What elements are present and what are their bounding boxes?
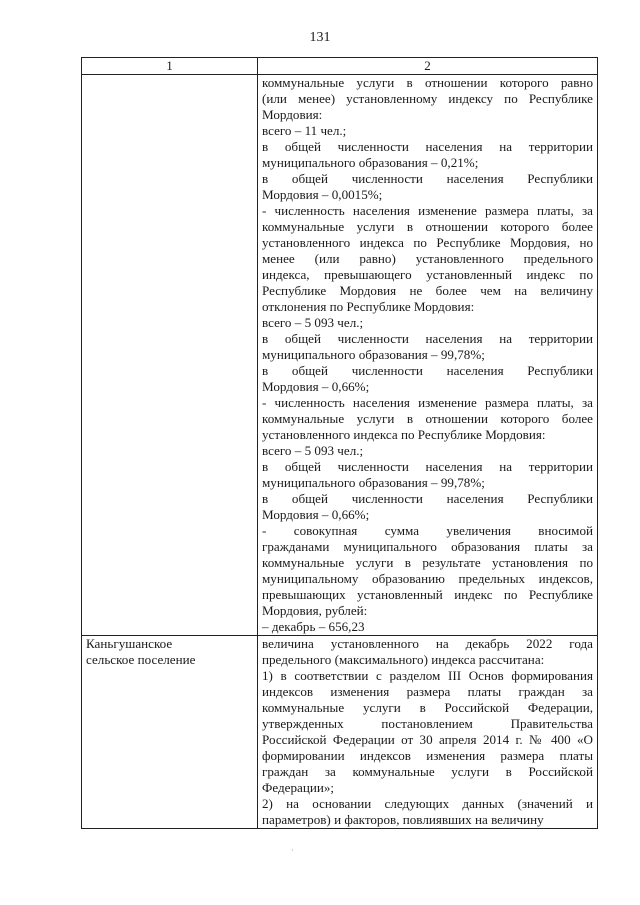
text-line: Российской Федерации от 30 апреля 2014 г. № 400 «О (262, 732, 593, 747)
text-line: - численность населения изменение размера платы, за (262, 203, 593, 218)
text-line: отклонения по Республике Мордовия: (262, 299, 475, 314)
page-number: 131 (309, 30, 331, 45)
text-line: установленного индекса по Республике Мордовия, но (262, 235, 593, 250)
text-line: параметров) и факторов, повлиявших на величину (262, 812, 544, 827)
row-2-name-line-1: Каньгушанское (86, 636, 173, 651)
text-line: коммунальные услуги в отношении которого равно (262, 75, 593, 90)
column-header-1: 1 (82, 58, 258, 75)
text-line: 2) на основании следующих данных (значений и (262, 796, 593, 811)
text-line: в общей численности населения на территории (262, 459, 593, 474)
text-line: индексов изменения размера платы граждан за (262, 684, 593, 699)
table-row (82, 636, 598, 829)
text-line: Мордовия – 0,0015%; (262, 187, 383, 202)
text-line: в общей численности населения на территории (262, 331, 593, 346)
text-line: муниципальному образованию предельных индексов, (262, 571, 593, 586)
text-line: (или менее) установленному индексу по Республике (262, 91, 593, 106)
row-2-name-line-2: сельское поселение (86, 652, 196, 667)
text-line: установленного индекса по Республике Мордовия: (262, 427, 546, 442)
text-line: в общей численности населения Республики (262, 171, 593, 186)
row-2-name-cell (82, 636, 258, 829)
text-line: утвержденных постановлением Правительства (262, 716, 593, 731)
scan-speck: · (291, 846, 294, 855)
text-line: коммунальные услуги в отношении которого более (262, 411, 593, 426)
text-line: коммунальные услуги в результате установления по (262, 555, 593, 570)
text-line: в общей численности населения Республики (262, 491, 593, 506)
text-line: менее (или равно) установленного предельного (262, 251, 593, 266)
text-line: превышающих установленный индекс по Республике (262, 587, 593, 602)
text-line: Федерации»; (262, 780, 335, 795)
text-line: муниципального образования – 0,21%; (262, 155, 479, 170)
text-line: гражданами муниципального образования платы за (262, 539, 593, 554)
row-2-text-cell (258, 636, 598, 829)
text-line: – декабрь – 656,23 (262, 619, 365, 634)
text-line: муниципального образования – 99,78%; (262, 475, 485, 490)
text-line: предельного (максимального) индекса рассчитана: (262, 652, 545, 667)
text-line: в общей численности населения на территории (262, 139, 593, 154)
text-line: коммунальные услуги в Российской Федерации, (262, 700, 593, 715)
text-line: в общей численности населения Республики (262, 363, 593, 378)
text-line: всего – 11 чел.; (262, 123, 347, 138)
text-line: формировании индексов изменения размера платы (262, 748, 593, 763)
text-line: Мордовия – 0,66%; (262, 507, 370, 522)
text-line: Мордовия, рублей: (262, 603, 368, 618)
text-line: всего – 5 093 чел.; (262, 315, 364, 330)
table-header-row (82, 58, 598, 75)
document-table (81, 57, 598, 829)
text-line: граждан за коммунальные услуги в Российской (262, 764, 593, 779)
text-line: всего – 5 093 чел.; (262, 443, 364, 458)
text-line: - совокупная сумма увеличения вносимой (262, 523, 593, 538)
column-header-2: 2 (258, 58, 598, 75)
text-line: индекса, превышающего установленный индекс по (262, 267, 593, 282)
row-1-text-cell (258, 75, 598, 636)
text-line: муниципального образования – 99,78%; (262, 347, 485, 362)
text-line: - численность населения изменение размера платы, за (262, 395, 593, 410)
text-line: Мордовия: (262, 107, 323, 122)
text-line: Республике Мордовия не более чем на величину (262, 283, 593, 298)
row-1-name-cell (82, 75, 258, 636)
table-row (82, 75, 598, 636)
text-line: коммунальные услуги в отношении которого более (262, 219, 593, 234)
text-line: 1) в соответствии с разделом III Основ формирования (262, 668, 593, 683)
text-line: Мордовия – 0,66%; (262, 379, 370, 394)
text-line: величина установленного на декабрь 2022 года (262, 636, 593, 651)
